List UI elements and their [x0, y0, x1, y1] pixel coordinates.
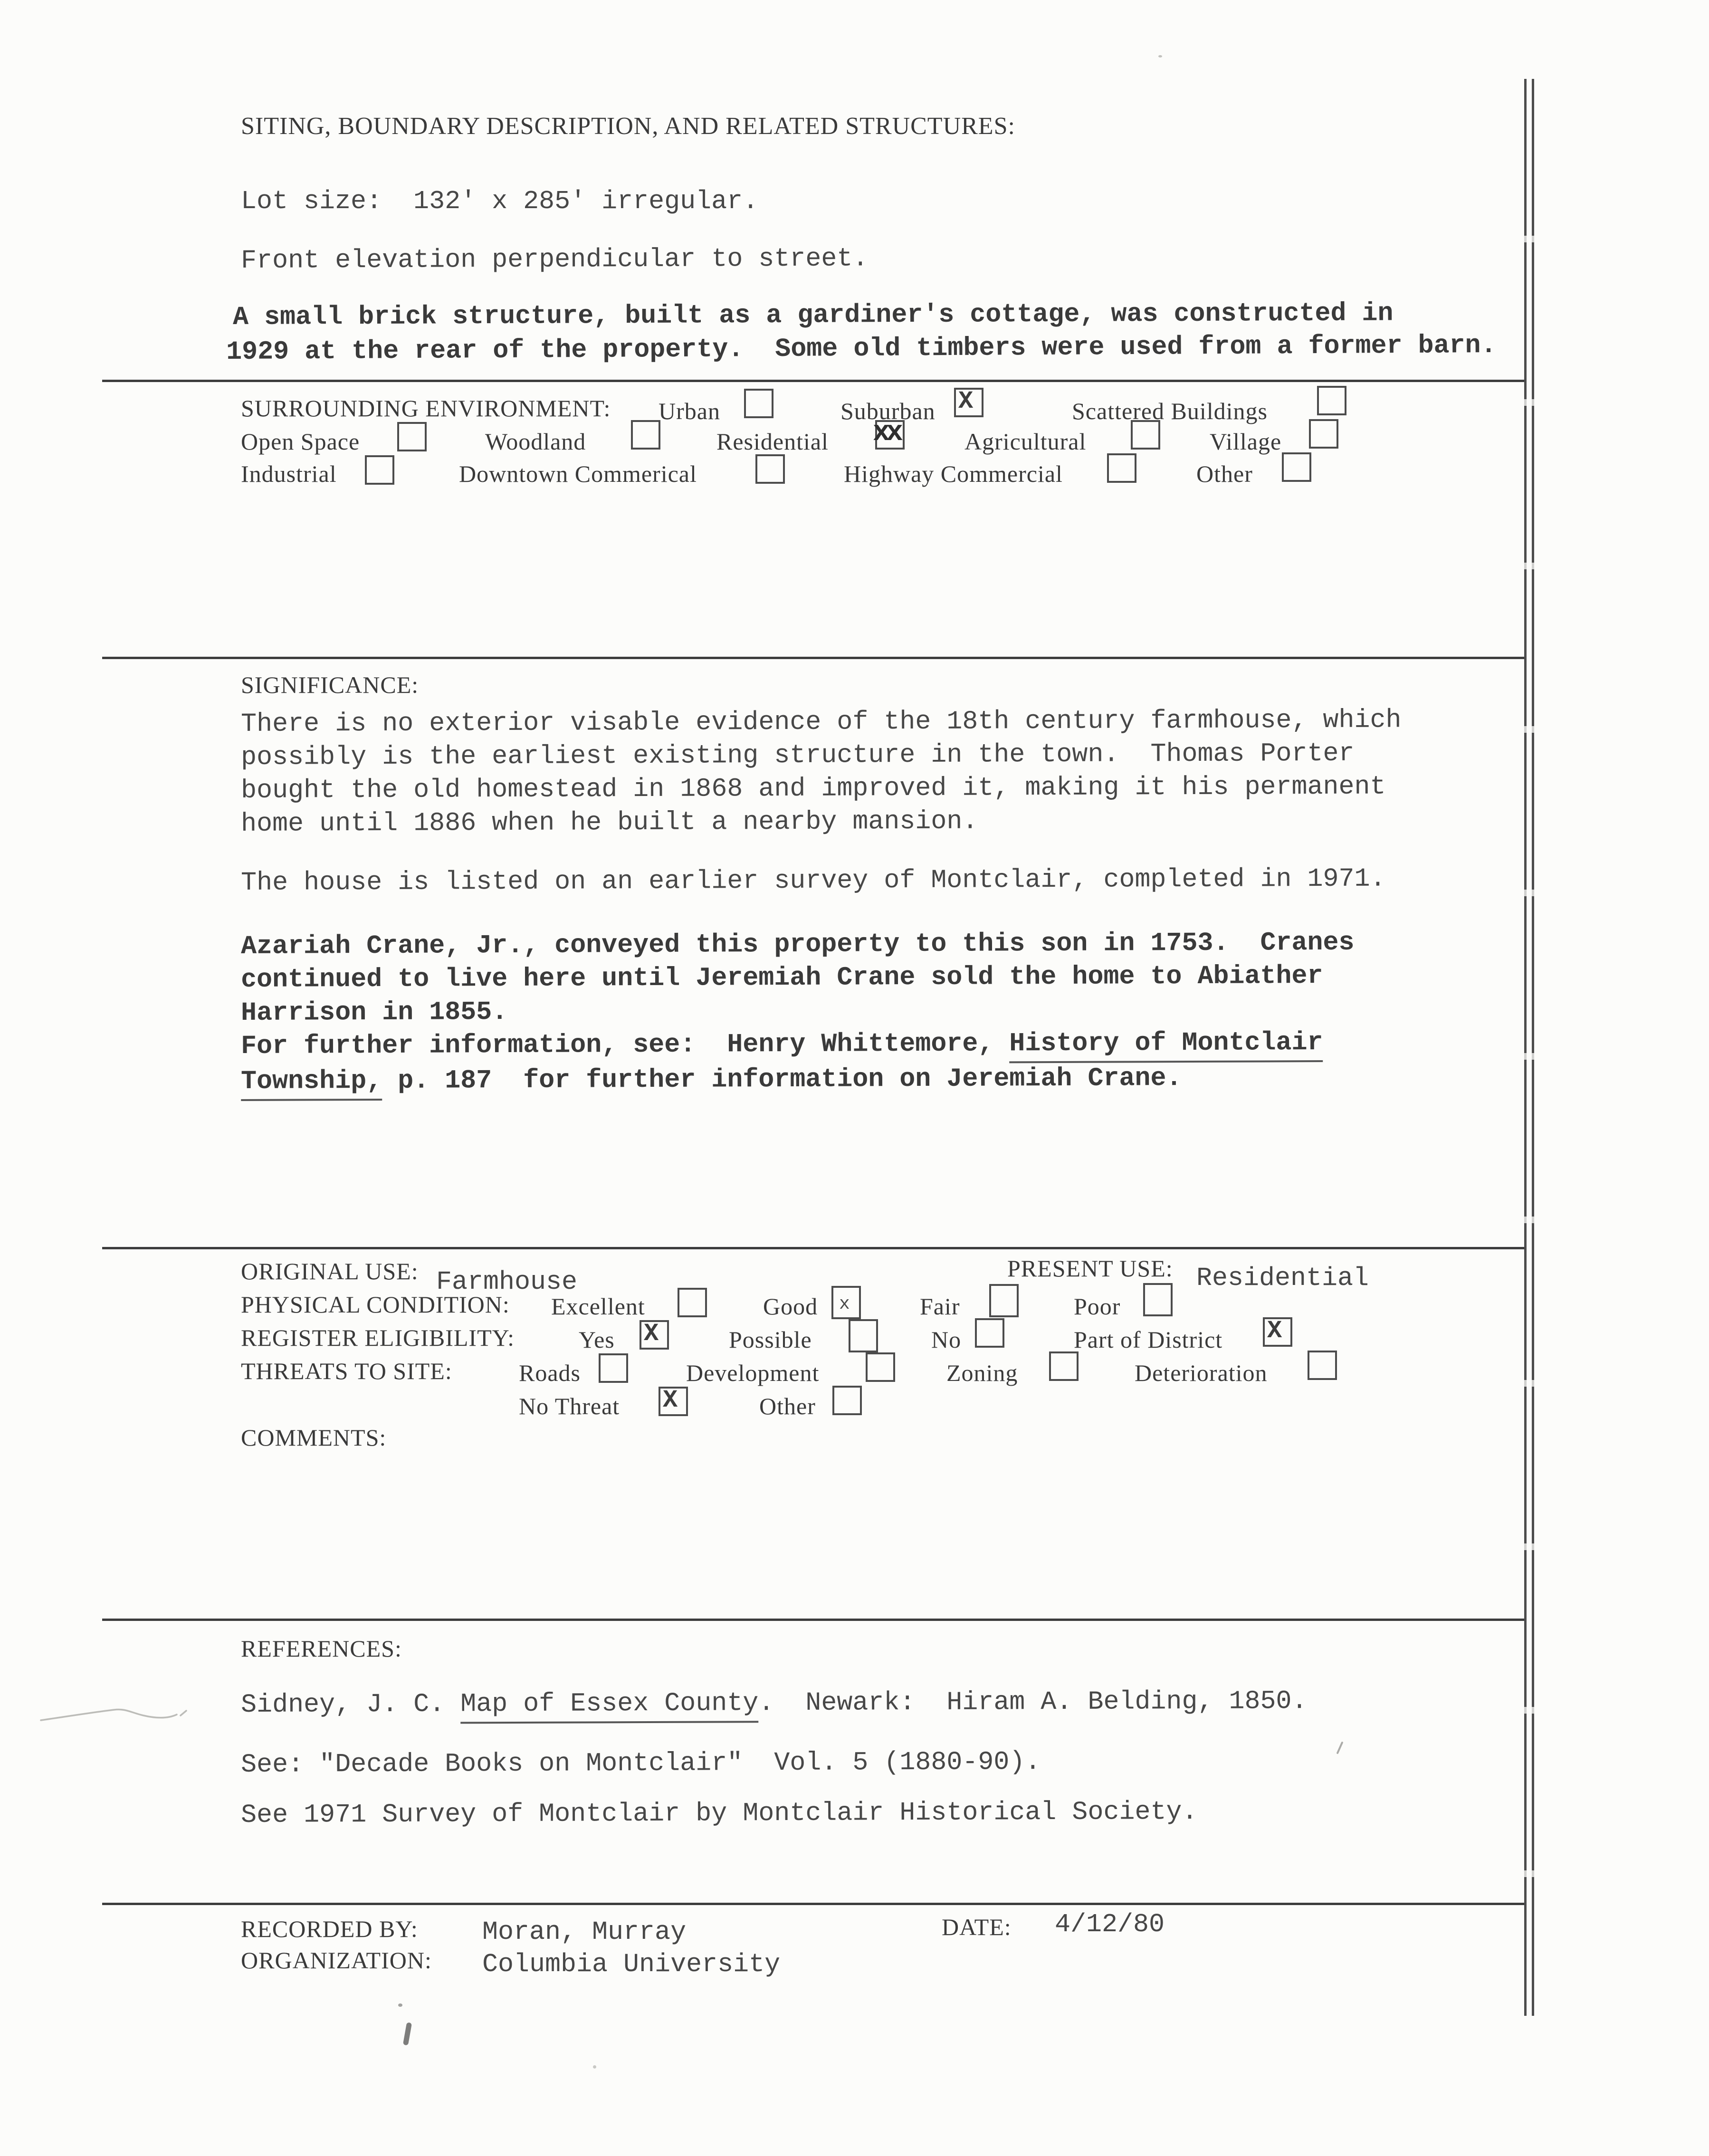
checkbox-no-threat: [659, 1387, 688, 1416]
right-margin-line-inner: [1524, 79, 1527, 2016]
date-label: DATE:: [942, 1914, 1012, 1940]
structure-note-line-1: A small brick structure, built as a gardiner's cottage, was constructed in: [233, 298, 1394, 332]
checkbox-fair: [989, 1284, 1019, 1317]
checkbox-development: [866, 1352, 895, 1382]
organization-label: ORGANIZATION:: [241, 1947, 432, 1974]
text-run: . Newark: Hiram A. Belding, 1850.: [758, 1686, 1308, 1718]
option-label-woodland: Woodland: [485, 428, 586, 455]
checkbox-possible: [849, 1319, 878, 1352]
scan-pen-mark: [403, 2022, 412, 2045]
checkbox-open-space: [397, 422, 427, 451]
checkbox-woodland: [631, 420, 660, 450]
option-label-scattered-buildings: Scattered Buildings: [1072, 398, 1268, 424]
crane-history-line: Azariah Crane, Jr., conveyed this property to this son in 1753. Cranes: [241, 927, 1355, 961]
front-elevation-line: Front elevation perpendicular to street.: [241, 243, 869, 276]
option-label-possible: Possible: [729, 1326, 812, 1353]
section-divider-2: [102, 657, 1525, 659]
text-run: For further information, see: Henry Whittemore,: [241, 1028, 1010, 1061]
section-divider-4: [102, 1619, 1525, 1621]
environment-label: SURROUNDING ENVIRONMENT:: [241, 395, 611, 422]
right-margin-line-outer: [1532, 79, 1534, 2016]
text-run: Sidney, J. C.: [241, 1689, 461, 1720]
checkbox-mark: X: [663, 1386, 678, 1414]
option-label-fair: Fair: [920, 1293, 960, 1320]
crane-history-line: continued to live here until Jeremiah Crane sold the home to Abiather: [241, 961, 1323, 995]
checkbox-deterioration: [1308, 1351, 1337, 1380]
checkbox-poor: [1143, 1283, 1173, 1316]
option-label-excellent: Excellent: [551, 1293, 645, 1320]
option-label-village: Village: [1210, 428, 1282, 455]
significance-paragraph-line: possibly is the earliest existing structure in the town. Thomas Porter: [241, 738, 1355, 772]
underlined-map-title: Map of Essex County: [460, 1688, 758, 1724]
checkbox-excellent: [678, 1288, 707, 1317]
scan-speck: [593, 2065, 596, 2069]
scan-speck: [1158, 55, 1162, 57]
checkbox-downtown-commerical: [755, 454, 785, 484]
section-divider-3: [102, 1247, 1525, 1249]
option-label-open-space: Open Space: [241, 428, 360, 455]
checkbox-other-environment: [1282, 452, 1311, 482]
scan-tick-mark: [1336, 1741, 1343, 1754]
checkbox-roads: [599, 1353, 628, 1383]
original-use-label: ORIGINAL USE:: [241, 1258, 419, 1284]
checkbox-zoning: [1049, 1351, 1079, 1381]
checkbox-suburban: [954, 388, 983, 417]
checkbox-agricultural: [1131, 420, 1160, 450]
reference-line-1: [241, 1686, 1308, 1720]
checkbox-industrial: [365, 455, 394, 485]
option-label-other-threat: Other: [759, 1393, 816, 1419]
option-label-zoning: Zoning: [946, 1360, 1018, 1386]
option-label-no-threat: No Threat: [519, 1393, 620, 1419]
further-info-line-1: [241, 1027, 1323, 1061]
checkbox-mark: x: [839, 1294, 850, 1314]
significance-paragraph-line: home until 1886 when he built a nearby mansion.: [241, 806, 978, 839]
option-label-highway-commercial: Highway Commercial: [844, 460, 1063, 487]
threats-label: THREATS TO SITE:: [241, 1358, 452, 1384]
option-label-yes: Yes: [579, 1326, 615, 1353]
checkbox-urban: [744, 389, 773, 418]
crane-history-line: Harrison in 1855.: [241, 997, 508, 1028]
option-label-residential: Residential: [716, 428, 829, 455]
scan-speck: [398, 2003, 402, 2007]
checkbox-no: [975, 1318, 1004, 1348]
checkbox-yes: [640, 1320, 669, 1350]
underlined-book-title: Township,: [241, 1066, 382, 1101]
siting-section-title: SITING, BOUNDARY DESCRIPTION, AND RELATED STRUCTURES:: [241, 113, 1015, 140]
option-label-good: Good: [763, 1293, 818, 1320]
option-label-industrial: Industrial: [241, 460, 337, 487]
significance-paragraph-line: bought the old homestead in 1868 and improved it, making it his permanent: [241, 771, 1386, 805]
checkbox-other-threat: [832, 1386, 862, 1415]
option-label-deterioration: Deterioration: [1135, 1360, 1268, 1386]
checkbox-part-of-district: [1263, 1317, 1292, 1347]
checkbox-scattered-buildings: [1317, 386, 1346, 415]
option-label-urban: Urban: [659, 398, 720, 424]
option-label-development: Development: [686, 1360, 820, 1386]
checkbox-residential: [873, 417, 905, 450]
comments-label: COMMENTS:: [241, 1424, 387, 1451]
text-run: p. 187 for further information on Jeremiah Crane.: [382, 1063, 1182, 1096]
underlined-book-title: History of Montclair: [1009, 1027, 1323, 1063]
checkbox-mark: X: [644, 1320, 659, 1348]
option-label-poor: Poor: [1074, 1293, 1121, 1320]
checkbox-village: [1309, 419, 1338, 449]
survey-note-line: The house is listed on an earlier survey of Montclair, completed in 1971.: [241, 863, 1386, 898]
register-eligibility-label: REGISTER ELIGIBILITY:: [241, 1324, 515, 1351]
significance-label: SIGNIFICANCE:: [241, 671, 419, 698]
further-info-line-2: [241, 1063, 1182, 1096]
scan-smudge-squiggle: [38, 1700, 195, 1729]
references-label: REFERENCES:: [241, 1635, 402, 1662]
checkbox-mark: X: [1267, 1317, 1282, 1345]
present-use-label: PRESENT USE:: [1007, 1255, 1173, 1282]
date-value: 4/12/80: [1055, 1909, 1165, 1939]
reference-line-2: See: "Decade Books on Montclair" Vol. 5 (1880-90).: [241, 1747, 1041, 1780]
organization-value: Columbia University: [482, 1949, 781, 1979]
option-label-part-of-district: Part of District: [1074, 1326, 1223, 1353]
option-label-suburban: Suburban: [840, 398, 936, 424]
option-label-other-environment: Other: [1196, 460, 1253, 487]
checkbox-highway-commercial: [1107, 453, 1136, 483]
physical-condition-label: PHYSICAL CONDITION:: [241, 1291, 510, 1318]
recorded-by-label: RECORDED BY:: [241, 1916, 418, 1942]
original-use-value: Farmhouse: [436, 1267, 578, 1297]
present-use-value: Residential: [1196, 1263, 1369, 1293]
section-divider-5: [102, 1903, 1525, 1905]
structure-note-line-2: 1929 at the rear of the property. Some old timbers were used from a former barn.: [226, 330, 1497, 367]
option-label-agricultural: Agricultural: [964, 428, 1087, 455]
reference-line-3: See 1971 Survey of Montclair by Montclair Historical Society.: [241, 1796, 1198, 1830]
checkbox-mark: xx: [873, 417, 900, 449]
option-label-downtown-commerical: Downtown Commerical: [459, 460, 697, 487]
recorded-by-value: Moran, Murray: [482, 1917, 687, 1947]
checkbox-mark: X: [958, 387, 974, 415]
option-label-roads: Roads: [519, 1360, 581, 1386]
significance-paragraph-line: There is no exterior visable evidence of the 18th century farmhouse, which: [241, 705, 1402, 739]
checkbox-good: [831, 1286, 861, 1319]
section-divider-1: [102, 380, 1525, 382]
option-label-no: No: [931, 1326, 962, 1353]
lot-size-line: Lot size: 132' x 285' irregular.: [241, 186, 759, 216]
